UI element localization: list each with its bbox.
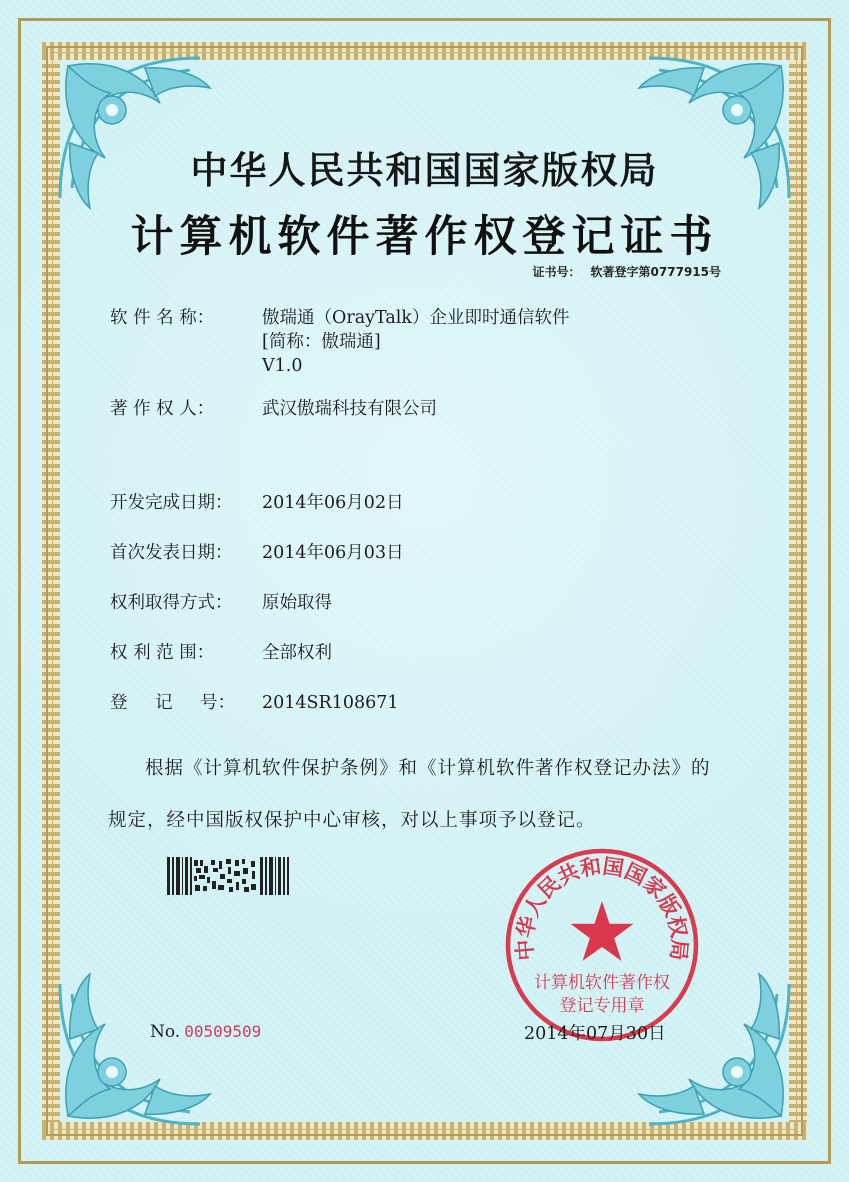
field-software-name-value: 傲瑞通（OrayTalk）企业即时通信软件 — [262, 308, 570, 328]
field-scope-label: 权 利 范 围： — [110, 643, 215, 663]
issuing-authority: 中华人民共和国国家版权局 — [190, 148, 659, 192]
serial-number-value: 00509509 — [184, 1022, 262, 1041]
seal-line-1: 计算机软件著作权 — [534, 973, 670, 993]
field-publish-date-value: 2014年06月03日 — [262, 543, 404, 563]
certificate-number — [533, 263, 721, 280]
seal-star-icon — [571, 901, 634, 961]
field-software-name-label: 软 件 名 称： — [110, 308, 215, 328]
software-abbreviation: [简称：傲瑞通] — [262, 332, 381, 352]
field-publish-date-label: 首次发表日期： — [110, 543, 233, 563]
certificate-number-label: 证书号： — [532, 265, 581, 279]
field-publish-date — [110, 541, 404, 565]
software-version: V1.0 — [262, 356, 303, 376]
statement-line-2: 规定，经中国版权保护中心审核，对以上事项予以登记。 — [108, 810, 596, 831]
field-owner-value: 武汉傲瑞科技有限公司 — [262, 399, 437, 419]
field-owner — [110, 397, 437, 421]
serial-number — [150, 1022, 261, 1042]
field-dev-date-label: 开发完成日期： — [110, 493, 233, 513]
field-reg-no-value: 2014SR108671 — [262, 693, 399, 713]
seal-arc-text: 中华人民共和国国家版权局 — [511, 853, 693, 962]
field-dev-date — [110, 491, 404, 515]
issue-date: 2014年07月30日 — [524, 1024, 666, 1044]
serial-number-label: No. — [150, 1022, 181, 1042]
field-scope — [110, 641, 332, 665]
field-reg-no — [110, 691, 399, 715]
field-scope-value: 全部权利 — [262, 643, 332, 663]
field-owner-label: 著 作 权 人： — [110, 399, 215, 419]
field-acquire-method-label: 权利取得方式： — [110, 593, 233, 613]
barcode — [167, 857, 289, 895]
field-reg-no-label: 登 记 号： — [110, 693, 236, 713]
field-acquire-method — [110, 591, 332, 615]
field-software-name — [110, 306, 570, 330]
corner-ornament-bottom-left — [50, 964, 220, 1134]
seal-line-2: 登记专用章 — [559, 996, 645, 1016]
certificate-number-value: 软著登字第0777915号 — [590, 265, 721, 279]
statement-line-1: 根据《计算机软件保护条例》和《计算机软件著作权登记办法》的 — [145, 758, 711, 779]
field-dev-date-value: 2014年06月02日 — [262, 493, 404, 513]
certificate-title: 计算机软件著作权登记证书 — [130, 212, 719, 262]
official-seal — [503, 846, 701, 1044]
field-acquire-method-value: 原始取得 — [262, 593, 332, 613]
